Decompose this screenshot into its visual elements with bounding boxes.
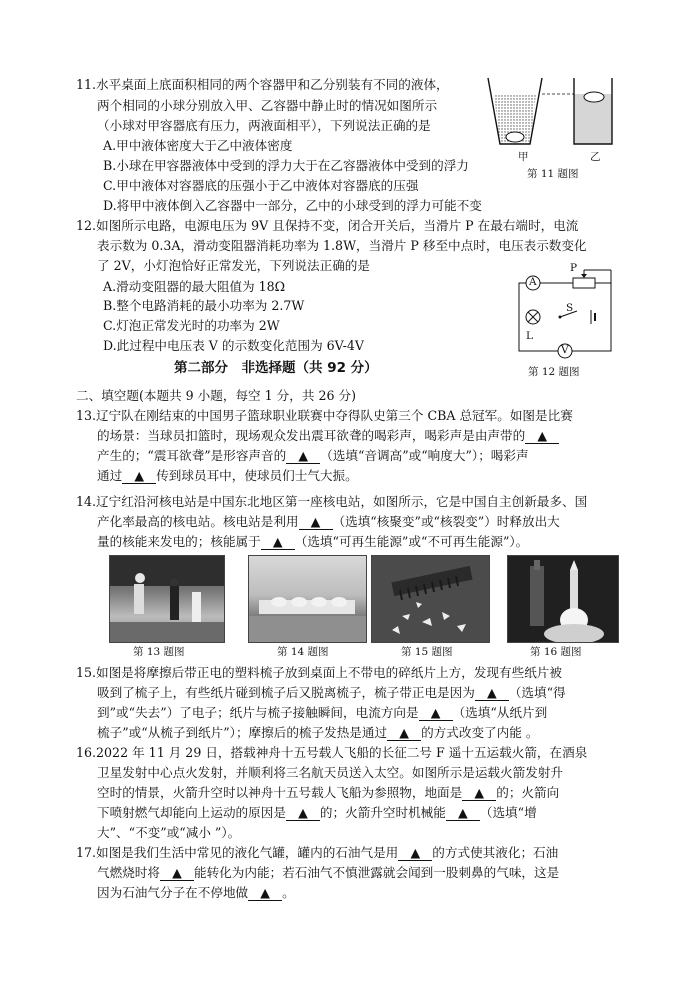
answer-blank[interactable]: ▲ (122, 469, 156, 484)
q12-line2: 表示数为 0.3A，滑动变阻器消耗功率为 1.8W，当滑片 P 移至中点时，电压表示数变化 (97, 238, 587, 253)
q12-option-a: A.滑动变阻器的最大阻值为 18Ω (103, 279, 286, 294)
q15-caption: 第 15 题图 (401, 646, 453, 658)
q14-photo-nuclear-plant (248, 555, 367, 643)
answer-blank[interactable]: ▲ (160, 866, 194, 881)
answer-blank[interactable]: ▲ (299, 515, 333, 530)
q12-option-d: D.此过程中电压表 V 的示数变化范围为 6V-4V (103, 338, 364, 353)
q12-line1: 12.如图所示电路，电源电压为 9V 且保持不变，闭合开关后，当滑片 P 在最右端时，电流 (76, 218, 579, 233)
q15-line1: 15.如图是将摩擦后带正电的塑料梳子放到桌面上不带电的碎纸片上方，发现有些纸片被 (76, 665, 562, 680)
answer-blank[interactable]: ▲ (419, 706, 453, 721)
q11-option-d: D.将甲中液体倒入乙容器中一部分，乙中的小球受到的浮力可能不变 (103, 198, 482, 213)
q12-line3: 了 2V，小灯泡恰好正常发光，下列说法正确的是 (97, 258, 370, 273)
q13-caption: 第 13 题图 (133, 646, 185, 658)
q13-line3: 产生的；“震耳欲聋”是形容声音的 ▲ （选填“音调高”或“响度大”）；喝彩声 (97, 448, 529, 463)
q12-label-s: S (566, 302, 574, 314)
q12-label-l: L (526, 330, 533, 342)
answer-blank[interactable]: ▲ (446, 806, 480, 821)
answer-blank[interactable]: ▲ (462, 786, 496, 801)
q13-photo-basketball (109, 555, 225, 643)
q11-option-b: B.小球在甲容器液体中受到的浮力大于在乙容器液体中受到的浮力 (103, 158, 469, 173)
q14-line1: 14.辽宁红沿河核电站是中国东北地区第一座核电站，如图所示，它是中国自主创新最多、国 (76, 494, 588, 509)
answer-blank[interactable]: ▲ (261, 535, 295, 550)
q15-line2: 吸到了梳子上，有些纸片碰到梳子后又脱离梳子，梳子带正电是因为 ▲ （选填“得 (97, 685, 566, 700)
q16-line3: 空时的情景，火箭升空时以神舟十五号载人飞船为参照物，地面是 ▲ 的；火箭向 (97, 785, 560, 800)
answer-blank[interactable]: ▲ (398, 846, 432, 861)
q12-option-b: B.整个电路消耗的最小功率为 2.7W (103, 298, 305, 313)
q14-line3: 量的核能来发电的；核能属于 ▲ （选填“可再生能源”或“不可再生能源”）。 (97, 534, 529, 549)
q16-caption: 第 16 题图 (530, 646, 582, 658)
q12-option-c: C.灯泡正常发光时的功率为 2W (103, 318, 280, 333)
q17-line1: 17.如图是我们生活中常见的液化气罐，罐内的石油气是用 ▲ 的方式使其液化；石油 (76, 845, 559, 860)
q11-line3: （小球对甲容器底有压力，两液面相平），下列说法正确的是 (97, 118, 431, 133)
answer-blank[interactable]: ▲ (286, 806, 320, 821)
answer-blank[interactable]: ▲ (525, 429, 559, 444)
section2-heading: 二、填空题(本题共 9 小题，每空 1 分，共 26 分) (76, 388, 356, 403)
q11-figure-containers (486, 74, 626, 174)
q11-ball-yi (584, 92, 604, 102)
q17-line2: 气燃烧时将 ▲ 能转化为内能；若石油气不慎泄露就会闻到一股刺鼻的气味，这是 (97, 865, 560, 880)
q14-caption: 第 14 题图 (277, 646, 329, 658)
q15-line4: 梳子”或“从梳子到纸片”）；摩擦后的梳子发热是通过 ▲ 的方式改变了内能 。 (97, 725, 539, 740)
q17-line3: 因为石油气分子在不停地做 ▲ 。 (97, 885, 295, 900)
q16-line4: 下喷射燃气却能向上运动的原因是 ▲ 的；火箭升空时机械能 ▲ （选填“增 (97, 805, 537, 820)
q15-line3: 到”或“失去”）了电子；纸片与梳子接触瞬间，电流方向是 ▲ （选填“从纸片到 (97, 705, 548, 720)
answer-blank[interactable]: ▲ (475, 686, 509, 701)
q16-line5: 大”、“不变”或“减小 ”）。 (97, 825, 241, 840)
answer-blank[interactable]: ▲ (286, 449, 320, 464)
q12-label-p: P (570, 262, 578, 274)
q13-line2: 的场景：当球员扣篮时，现场观众发出震耳欲聋的喝彩声，喝彩声是由声带的 ▲ (97, 427, 559, 445)
q11-line1: 11.水平桌面上底面积相同的两个容器甲和乙分别装有不同的液体， (76, 77, 449, 92)
q13-line4: 通过 ▲ 传到球员耳中，使球员们士气大振。 (97, 468, 358, 483)
q16-line2: 卫星发射中心点火发射，并顺利将三名航天员送入太空。如图所示是运载火箭发射升 (97, 765, 563, 780)
q14-line2: 产化率最高的核电站。核电站是利用 ▲ （选填“核聚变”或“核裂变”）时释放出大 (97, 514, 560, 529)
q11-line2: 两个相同的小球分别放入甲、乙容器中静止时的情况如图所示 (97, 98, 438, 113)
answer-blank[interactable]: ▲ (387, 726, 421, 741)
q11-label-yi: 乙 (590, 151, 601, 163)
q12-caption: 第 12 题图 (528, 366, 580, 378)
q11-ball-jia (506, 132, 524, 142)
q16-line1: 16.2022 年 11 月 29 日，搭载神舟十五号载人飞船的长征二号 F 遥十五运载火箭，在酒泉 (76, 745, 588, 760)
q13-line1: 13.辽宁队在刚结束的中国男子篮球职业联赛中夺得队史第三个 CBA 总冠军。如图是比赛 (76, 408, 573, 423)
answer-blank[interactable]: ▲ (248, 886, 282, 901)
q12-rheostat (573, 278, 595, 288)
q12-label-v: V (561, 344, 569, 356)
q16-photo-rocket (507, 555, 619, 643)
q15-photo-comb (371, 555, 490, 643)
part2-heading: 第二部分 非选择题（共 92 分） (174, 360, 378, 376)
q11-caption: 第 11 题图 (527, 168, 579, 180)
q11-option-c: C.甲中液体对容器底的压强小于乙中液体对容器底的压强 (103, 178, 419, 193)
q11-option-a: A.甲中液体密度大于乙中液体密度 (103, 138, 293, 153)
q11-label-jia: 甲 (518, 151, 529, 163)
q12-label-a: A (529, 276, 537, 288)
